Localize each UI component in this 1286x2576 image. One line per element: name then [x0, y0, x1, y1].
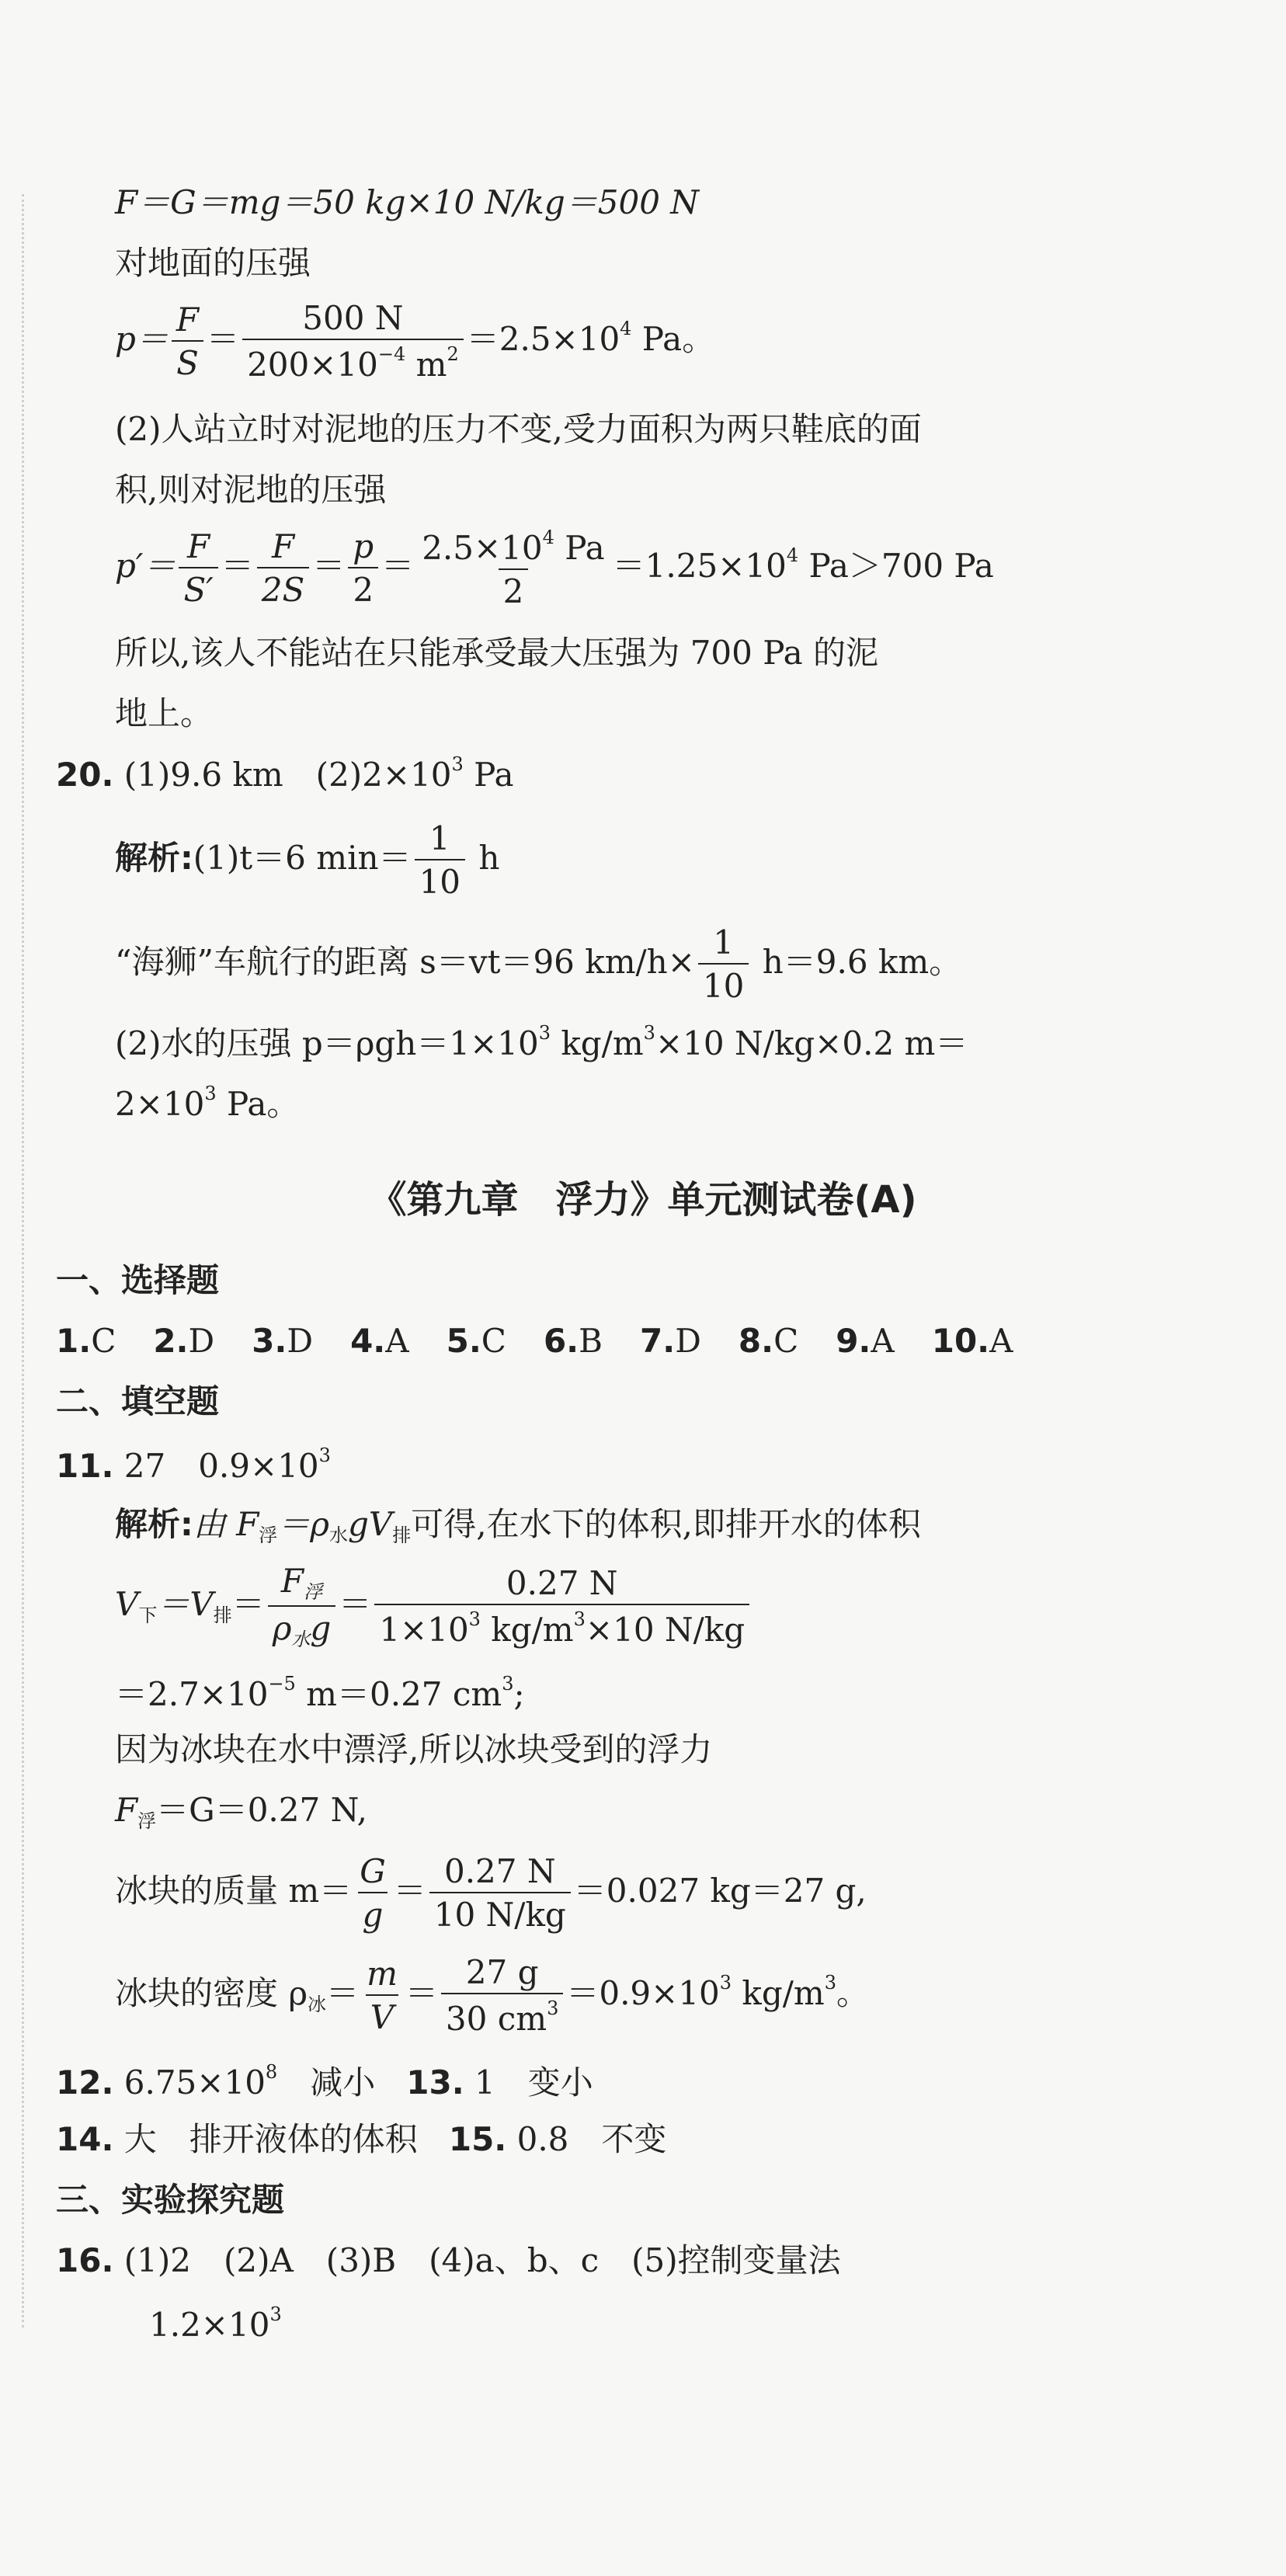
analysis-label: 解析: — [115, 839, 193, 878]
answer-letter: A — [385, 1322, 409, 1360]
text-line: 所以,该人不能站在只能承受最大压强为 700 Pa 的泥 — [115, 634, 878, 672]
answer-letter: A — [989, 1322, 1013, 1360]
numerator: F — [271, 527, 295, 565]
text: 1 变小 — [474, 2063, 593, 2101]
numerator: p — [353, 527, 374, 565]
text: Pa＞700 Pa — [798, 547, 994, 586]
fraction — [268, 1564, 336, 1650]
question-number: 10. — [931, 1322, 990, 1360]
text-line: 因为冰块在水中漂浮,所以冰块受到的浮力 — [115, 1730, 713, 1768]
answer-letter: C — [481, 1322, 506, 1360]
text: 27 0.9×10 — [123, 1447, 319, 1485]
exponent: 3 — [538, 1022, 551, 1044]
text: ＝ — [231, 1585, 265, 1624]
answer-letter: D — [287, 1322, 314, 1360]
choice-answer — [640, 1322, 701, 1360]
fraction — [441, 1953, 563, 2039]
fraction — [415, 819, 465, 902]
numerator: F — [187, 527, 210, 565]
fraction — [698, 923, 749, 1006]
pressure-on-ground-label: 对地面的压强 — [115, 244, 311, 282]
answer-letter: C — [91, 1322, 116, 1360]
text: 大 排开液体的体积 — [123, 2120, 418, 2158]
q11-volume-result — [115, 1674, 525, 1711]
exponent: 3 — [643, 1022, 655, 1044]
pressure-formula — [115, 301, 714, 382]
numerator: 0.27 N — [506, 1564, 618, 1603]
question-number: 6. — [543, 1322, 579, 1360]
q11-volume-formula: $V_下=V_排=$ $\frac{F_浮}{\rho_水g}$ ＝ $\frac{0.27 N}{1\times 10^3 kg/m^3\times 10 N/kg}$ — [115, 1564, 752, 1650]
exponent: 3 — [451, 753, 464, 775]
equals: ＝ — [393, 1872, 426, 1910]
choice-answer — [932, 1322, 1013, 1360]
question-number: 9. — [836, 1322, 871, 1360]
fraction — [374, 1564, 749, 1650]
numerator: 0.27 N — [443, 1852, 556, 1890]
denominator: 2 — [348, 567, 378, 607]
denominator: 10 — [698, 963, 749, 1003]
q14-q15-answers — [56, 2120, 667, 2158]
denominator — [242, 339, 464, 382]
fraction — [355, 1852, 391, 1935]
q12-q13-answers — [56, 2063, 593, 2099]
text: kg/m — [480, 1611, 574, 1650]
fraction — [172, 303, 203, 381]
text: g — [310, 1609, 332, 1648]
subscript: 浮 — [259, 1524, 278, 1546]
question-number: 4. — [350, 1322, 386, 1360]
text: kg/m — [732, 1974, 825, 2013]
text: 2.5×10 — [422, 529, 543, 567]
text: ＝0.027 kg＝27 g, — [573, 1872, 867, 1910]
question-number: 12. — [56, 2063, 114, 2101]
question-number: 7. — [640, 1322, 676, 1360]
choice-answer — [153, 1322, 214, 1360]
text: ＝1.25×10 — [612, 547, 787, 586]
numerator: 500 N — [302, 299, 404, 337]
answer-letter: A — [871, 1322, 895, 1360]
denominator: V — [366, 1994, 398, 2035]
equals: ＝ — [405, 1974, 438, 2013]
fraction — [242, 301, 464, 382]
chapter-heading: 《第九章 浮力》单元测试卷(A) — [369, 1178, 917, 1222]
question-number: 3. — [252, 1322, 287, 1360]
text: ×10 N/kg×0.2 m＝ — [655, 1024, 968, 1062]
text: 200×10 — [247, 346, 378, 384]
text: 0.8 不变 — [516, 2120, 667, 2158]
text: 2×10 — [115, 1085, 205, 1123]
numerator: 1 — [429, 819, 450, 857]
denominator — [441, 1993, 563, 2039]
exponent: 3 — [468, 1608, 481, 1631]
exponent: 2 — [447, 343, 459, 366]
text: 1×10 — [379, 1611, 469, 1650]
numerator: G — [360, 1852, 386, 1890]
text-line: (2)人站立时对泥地的压力不变,受力面积为两只鞋底的面 — [115, 410, 922, 448]
exponent: 4 — [786, 544, 799, 567]
margin-dotted-line — [22, 194, 24, 2327]
force-equation: F＝G＝mg＝50 kg×10 N/kg＝500 N — [115, 183, 700, 221]
q20-distance — [115, 923, 962, 1006]
fraction — [257, 527, 310, 610]
exponent: 8 — [265, 2061, 278, 2083]
q11-analysis — [115, 1505, 921, 1546]
text: ρ — [272, 1609, 292, 1648]
text: V — [115, 1585, 139, 1624]
subscript: 水 — [329, 1524, 348, 1546]
text: ＝0.9×10 — [566, 1974, 720, 2013]
fraction — [348, 527, 378, 610]
text: ×10 N/kg — [585, 1611, 746, 1650]
text: ; — [513, 1675, 525, 1713]
numerator: F — [176, 301, 200, 339]
choice-answer — [252, 1322, 313, 1360]
choice-answer — [836, 1322, 895, 1360]
fraction — [179, 527, 217, 610]
exponent: −4 — [377, 343, 406, 366]
analysis-label: 解析: — [115, 1505, 193, 1543]
exponent: 3 — [573, 1608, 586, 1631]
text: ＝G＝0.27 N, — [156, 1791, 367, 1829]
q16-answer-cont — [149, 2303, 282, 2344]
q11-mass — [115, 1852, 867, 1935]
question-number: 15. — [448, 2120, 507, 2158]
text: ＝2.7×10 — [115, 1675, 269, 1713]
choice-answer — [739, 1322, 798, 1360]
choice-answer — [447, 1322, 506, 1360]
question-number: 2. — [153, 1322, 189, 1360]
exponent: 3 — [204, 1083, 217, 1104]
q11-answer — [56, 1446, 331, 1483]
text: 可得,在水下的体积,即排开水的体积 — [411, 1505, 921, 1543]
answer-letter: D — [188, 1322, 215, 1360]
choice-answer — [350, 1322, 409, 1360]
q20-water-pressure-cont — [115, 1084, 299, 1121]
equals: ＝ — [207, 320, 240, 359]
denominator: 2 — [499, 568, 529, 609]
subscript: 排 — [213, 1604, 232, 1627]
subscript: 冰 — [308, 1994, 327, 2016]
text: F — [115, 1791, 138, 1829]
subscript: 浮 — [137, 1810, 157, 1832]
question-number: 16. — [56, 2241, 114, 2279]
formula-lhs: p＝ — [115, 320, 169, 359]
section-experiment: 三、实验探究题 — [56, 2181, 285, 2219]
denominator: g — [358, 1892, 388, 1932]
question-number: 5. — [446, 1322, 481, 1360]
text: (2)水的压强 p＝ρgh＝1×10 — [115, 1024, 539, 1062]
q20-analysis — [115, 819, 500, 902]
exponent: 3 — [547, 1997, 559, 2020]
text: “海狮”车航行的距离 s＝vt＝96 km/h× — [115, 943, 695, 982]
denominator: 2S — [257, 567, 310, 607]
exponent: 3 — [824, 1972, 837, 1994]
denominator: S′ — [179, 567, 217, 607]
text: F — [280, 1562, 304, 1600]
exponent: 3 — [318, 1444, 331, 1466]
text: Pa — [554, 529, 605, 567]
text: m＝0.27 cm — [295, 1675, 502, 1713]
denominator: 10 N/kg — [429, 1892, 571, 1932]
choice-answer — [56, 1322, 116, 1360]
text: (1)2 (2)A (3)B (4)a、b、c (5)控制变量法 — [123, 2241, 841, 2279]
fraction — [417, 528, 609, 609]
text: Pa — [463, 756, 514, 794]
exponent: 4 — [542, 527, 554, 548]
subscript: 水 — [291, 1629, 311, 1651]
exponent: −5 — [268, 1673, 296, 1695]
exponent: 4 — [620, 318, 632, 340]
subscript: 下 — [138, 1604, 158, 1627]
exponent: 3 — [502, 1673, 514, 1695]
text: 减小 — [277, 2063, 376, 2101]
text: 1.2×10 — [149, 2306, 270, 2344]
section-fill-blank: 二、填空题 — [56, 1382, 220, 1420]
q20-water-pressure — [115, 1024, 968, 1060]
formula-lhs: p′＝ — [115, 547, 176, 586]
choice-answer — [544, 1322, 603, 1360]
exponent: 3 — [269, 2303, 282, 2325]
text: 30 cm — [445, 2000, 547, 2039]
pressure-prime-formula: p′＝ $\frac{F}{S'}$ ＝ $\frac{F}{2S}$ ＝ $\frac{p}{2}$ ＝ $\frac{2.5\times 10^4 Pa}{2}$ $=1.25\times 10^4$ Pa＞700 Pa — [115, 527, 994, 611]
text: 冰块的密度 ρ — [115, 1974, 308, 2013]
q11-density — [115, 1953, 870, 2039]
denominator — [374, 1604, 749, 1650]
denominator — [268, 1605, 336, 1650]
text: h — [468, 839, 500, 878]
text: (1)t＝6 min＝ — [193, 839, 412, 878]
answer-letter: C — [773, 1322, 799, 1360]
text: h＝9.6 km。 — [752, 943, 962, 982]
question-number: 1. — [56, 1322, 92, 1360]
question-number: 14. — [56, 2120, 114, 2158]
subscript: 排 — [392, 1524, 412, 1546]
answer-letter: D — [675, 1322, 701, 1360]
section-choice: 一、选择题 — [56, 1261, 220, 1299]
q16-answer — [56, 2241, 841, 2279]
equals: ＝ — [326, 1974, 360, 2013]
text: m — [405, 346, 447, 384]
fraction — [362, 1957, 402, 2035]
text-line: 地上。 — [115, 694, 214, 732]
text: 。 — [836, 1974, 870, 2013]
question-number: 13. — [406, 2063, 464, 2101]
text: ＝ρ — [277, 1505, 329, 1543]
text: kg/m — [551, 1024, 644, 1062]
text: 6.75×10 — [123, 2063, 266, 2101]
q11-buoyancy — [115, 1791, 367, 1832]
choice-answers — [56, 1322, 1050, 1360]
denominator: S — [172, 340, 203, 381]
question-number: 11. — [56, 1447, 114, 1485]
denominator: 10 — [415, 859, 465, 899]
question-number: 8. — [738, 1322, 774, 1360]
q20-answer — [56, 753, 514, 794]
text: 由 F — [193, 1505, 259, 1543]
text: 冰块的质量 m＝ — [115, 1872, 353, 1910]
numerator — [417, 528, 609, 568]
numerator: m — [367, 1955, 398, 1993]
subscript: 浮 — [304, 1581, 323, 1603]
fraction — [429, 1852, 571, 1935]
numerator — [276, 1564, 327, 1605]
text: Pa。 — [631, 320, 715, 359]
answer-letter: B — [579, 1322, 603, 1360]
numerator: 27 g — [465, 1953, 539, 1991]
text: (1)9.6 km (2)2×10 — [123, 756, 452, 794]
text: ＝V — [157, 1585, 214, 1624]
text: gV — [348, 1505, 393, 1543]
text: Pa。 — [216, 1085, 300, 1123]
question-number: 20. — [56, 756, 114, 794]
exponent: 3 — [719, 1972, 732, 1994]
text-line: 积,则对泥地的压强 — [115, 471, 387, 509]
text: ＝2.5×10 — [466, 320, 620, 359]
numerator: 1 — [713, 923, 735, 961]
